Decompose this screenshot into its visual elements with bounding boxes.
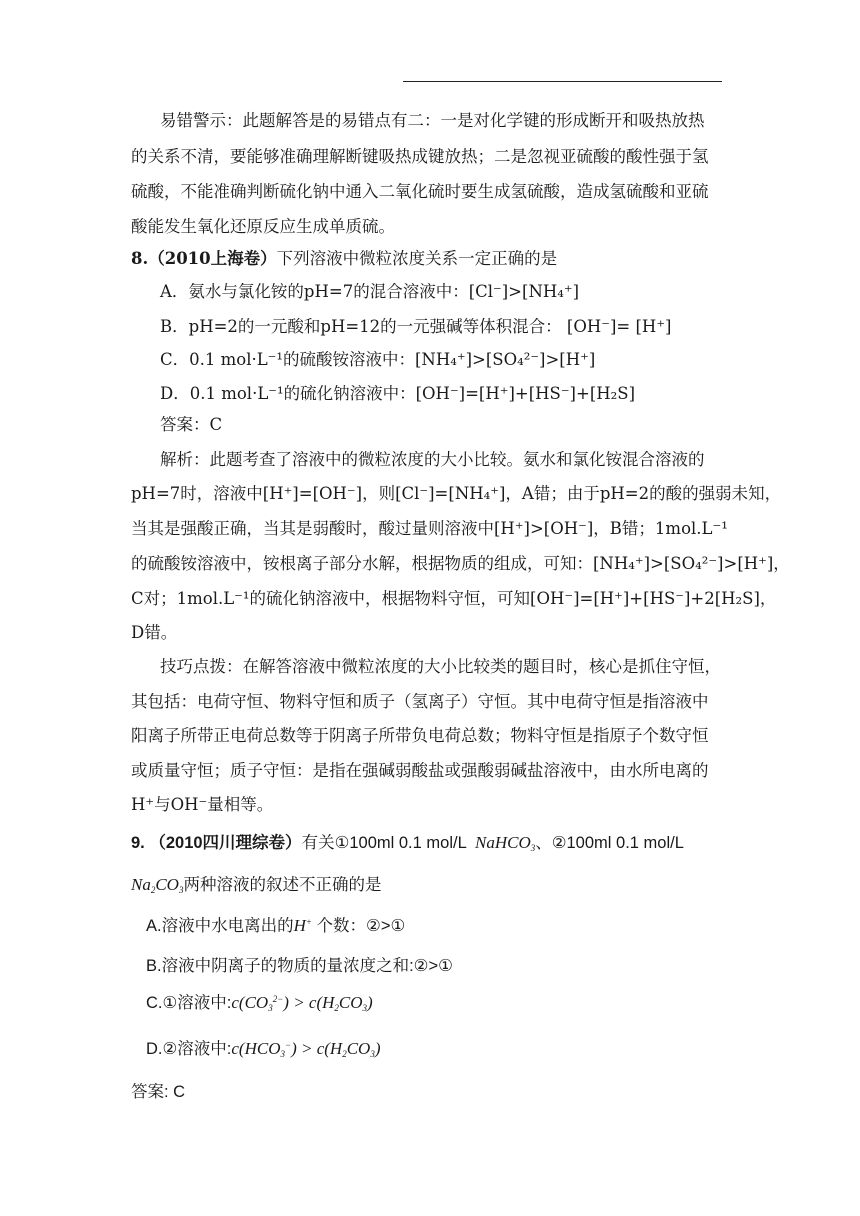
formula-nahco3: NaHCO$_3$	[470, 833, 536, 853]
question-9-option-d	[146, 1039, 381, 1059]
tip-line-3: 阳离子所带正电荷总数等于阴离子所带负电荷总数；物料守恒是指原子个数守恒	[131, 726, 709, 745]
tip-line-4: 或质量守恒；质子守恒：是指在强碱弱酸盐或强酸弱碱盐溶液中，由水所电离的	[131, 761, 709, 780]
warning-line-1: 易错警示：此题解答是的易错点有二：一是对化学键的形成断开和吸热放热	[160, 111, 705, 130]
explanation-line-2: pH=7时，溶液中[H⁺]=[OH⁻]，则[Cl⁻]=[NH₄⁺]，A错；由于pH=2的酸的强弱未知，	[131, 484, 782, 503]
warning-line-2: 的关系不清，要能够准确理解断键吸热成键放热；二是忽视亚硫酸的酸性强于氢	[131, 147, 709, 166]
tip-line-1: 技巧点拨：在解答溶液中微粒浓度的大小比较类的题目时，核心是抓住守恒，	[160, 657, 721, 676]
question-9-option-c	[146, 993, 373, 1013]
question-8-number: 8.（2010上海卷）	[131, 249, 277, 268]
tip-line-2: 其包括：电荷守恒、物料守恒和质子（氢离子）守恒。其中电荷守恒是指溶液中	[131, 692, 709, 711]
question-8	[131, 249, 557, 269]
question-8-option-c: C．0.1 mol·L⁻¹的硫酸铵溶液中：[NH₄⁺]>[SO₄²⁻]>[H⁺]	[160, 350, 596, 369]
question-8-option-b: B．pH=2的一元酸和pH=12的一元强碱等体积混合： [OH⁻]= [H⁺]	[160, 317, 672, 336]
question-9-stem-part-3: 两种溶液的叙述不正确的是	[183, 876, 382, 894]
question-8-answer: 答案：C	[160, 415, 223, 434]
formula-c-hco3-gt-c-h2co3: $c(HCO_3^-) > c(H_2CO_3)$	[231, 1039, 381, 1059]
question-9-number: 9. （2010四川理综卷）	[131, 834, 302, 852]
question-9-option-a-prefix: A.溶液中水电离出的	[146, 917, 294, 935]
question-8-option-a: A．氨水与氯化铵的pH=7的混合溶液中：[Cl⁻]>[NH₄⁺]	[160, 282, 580, 301]
question-8-option-d: D．0.1 mol·L⁻¹的硫化钠溶液中：[OH⁻]=[H⁺]+[HS⁻]+[H₂S]	[160, 384, 636, 403]
warning-line-4: 酸能发生氧化还原反应生成单质硫。	[131, 217, 395, 236]
formula-na2co3: $Na_2CO_3$	[131, 875, 184, 895]
tip-line-5: H⁺与OH⁻量相等。	[131, 795, 274, 814]
warning-line-3: 硫酸，不能准确判断硫化钠中通入二氧化硫时要生成氢硫酸，造成氢硫酸和亚硫	[131, 182, 709, 201]
header-rule	[403, 81, 722, 82]
explanation-line-5: C对；1mol.L⁻¹的硫化钠溶液中，根据物料守恒，可知[OH⁻]=[H⁺]+[HS⁻]+2[H₂S]，	[131, 589, 777, 608]
question-9-option-a-suffix: 个数：②>①	[316, 917, 406, 935]
explanation-line-1: 解析：此题考查了溶液中的微粒浓度的大小比较。氨水和氯化铵混合溶液的	[160, 450, 705, 469]
question-9-stem-part-2: 、②100ml 0.1 mol/L	[535, 834, 684, 852]
question-9-option-b: B.溶液中阴离子的物质的量浓度之和:②>①	[146, 957, 453, 975]
question-9-stem-part-1: 有关①100ml 0.1 mol/L	[301, 834, 467, 852]
question-9-answer: 答案: C	[131, 1083, 186, 1101]
formula-c-co3-gt-c-h2co3: $c(CO_3^{2-}) > c(H_2CO_3)$	[231, 993, 373, 1013]
explanation-line-4: 的硫酸铵溶液中，铵根离子部分水解，根据物质的组成，可知：[NH₄⁺]>[SO₄²⁻]>[H⁺]，	[131, 554, 790, 573]
question-8-stem: 下列溶液中微粒浓度关系一定正确的是	[276, 249, 558, 268]
explanation-line-3: 当其是强酸正确，当其是弱酸时，酸过量则溶液中[H⁺]>[OH⁻]，B错；1mol.L⁻¹	[131, 519, 728, 538]
question-9-line-1	[131, 833, 684, 853]
question-9-option-a	[146, 916, 405, 936]
formula-h-plus: H+	[293, 916, 312, 935]
question-9-option-d-prefix: D.②溶液中:	[146, 1040, 232, 1058]
explanation-line-6: D错。	[131, 623, 178, 642]
question-9-option-c-prefix: C.①溶液中:	[146, 994, 232, 1012]
question-9-line-2	[131, 875, 381, 895]
